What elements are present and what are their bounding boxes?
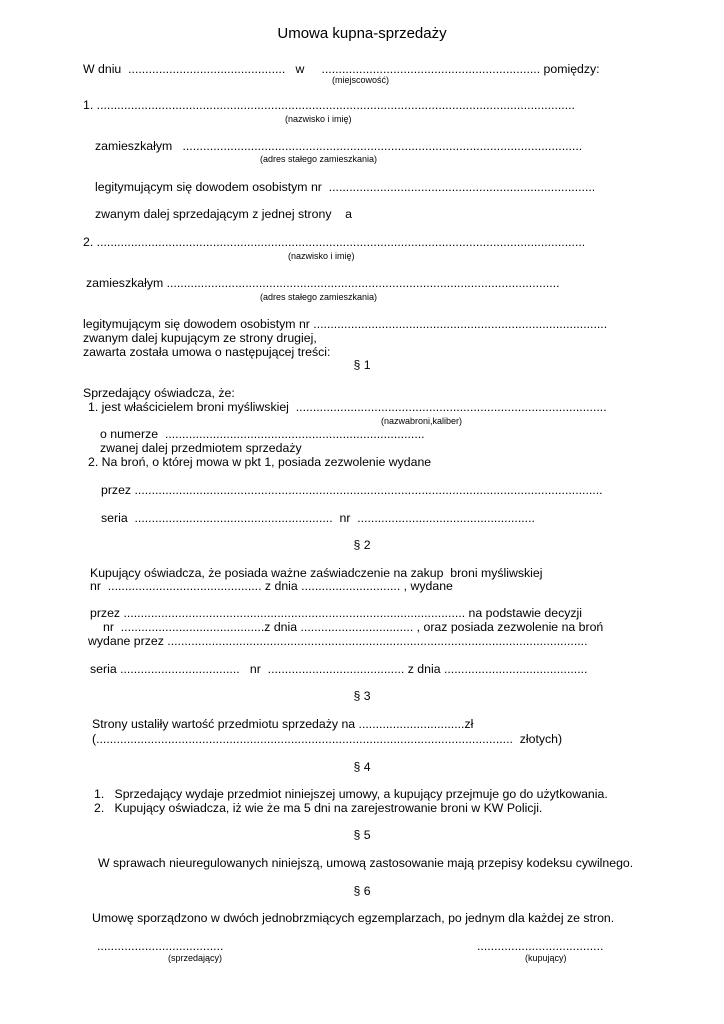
section-2-line-4: nr ..........................................z dnia ................................. , oraz posiada zezwolenie na broń [103,620,604,634]
section-6-heading: § 6 [353,884,371,898]
section-5-heading: § 5 [353,828,371,842]
buyer-address-hint: (adres stałego zamieszkania) [260,292,378,302]
section-1-item-1: 1. jest właścicielem broni myśliwskiej ........................................................................................... [88,400,607,414]
seller-address-hint: (adres stałego zamieszkania) [260,154,378,164]
weapon-number-line: o numerze ............................................................................ [100,427,425,441]
section-1-item-2: 2. Na broń, o której mowa w pkt 1, posiada zezwolenie wydane [88,455,432,469]
buyer-signature-line: ..................................... [477,939,604,953]
seller-address-line: zamieszkałym ..................................................................................................................... [95,139,583,153]
section-4-item-1: 1. Sprzedający wydaje przedmiot niniejszej umowy, a kupujący przejmuje go do użytkowania. [94,787,608,801]
section-2-line-1: Kupujący oświadcza, że posiada ważne zaświadczenie na zakup broni myśliwskiej [90,566,543,580]
seller-signature-line: ..................................... [97,939,224,953]
buyer-name-line: 2. ............................................................................................................................................... [83,235,586,249]
section-3-line-1: Strony ustaliły wartość przedmiotu sprzedaży na ...............................zł [92,717,474,731]
document-title: Umowa kupna-sprzedaży [277,25,447,42]
buyer-name-hint: (nazwisko i imię) [288,251,355,261]
seller-name-hint: (nazwisko i imię) [285,114,352,124]
section-6-text: Umowę sporządzono w dwóch jednobrzmiących egzemplarzach, po jednym dla każdej ze stron. [92,911,615,925]
place-hint: (miejscowość) [332,75,390,85]
section-3-line-2: (.......................................................................................................................... złotych) [92,732,563,746]
agreement-concluded-line: zawarta została umowa o następującej treści: [83,345,331,359]
section-2-line-5: wydane przez ........................................................................................................................... [88,634,588,648]
header-line: W dniu .............................................. w ................................................................ pomiędzy: [83,62,600,76]
buyer-signature-label: (kupujący) [525,953,567,963]
buyer-role-line: zwanym dalej kupującym ze strony drugiej, [83,331,317,345]
section-4-heading: § 4 [353,760,371,774]
permit-series-line: seria .......................................................... nr .................................................... [101,511,535,525]
seller-signature-label: (sprzedający) [168,953,223,963]
section-2-line-2: nr ............................................. z dnia ............................. , wydane [90,579,453,593]
section-2-line-3: przez .................................................................................................... na podstawie decyzji [90,606,583,620]
buyer-address-line: zamieszkałym ................................................................................................................... [86,276,560,290]
weapon-name-hint: (nazwabroni,kaliber) [381,416,463,426]
section-2-heading: § 2 [353,538,371,552]
sale-subject-line: zwanej dalej przedmiotem sprzedaży [100,441,302,455]
section-1-heading: § 1 [353,358,371,372]
section-5-text: W sprawach nieuregulowanych niniejszą, umową zastosowanie mają przepisy kodeksu cywilnego. [98,856,634,870]
buyer-id-line: legitymującym się dowodem osobistym nr ...................................................................................... [83,317,608,331]
section-4-item-2: 2. Kupujący oświadcza, iż wie że ma 5 dni na zarejestrowanie broni w KW Policji. [94,801,543,815]
permit-issued-by-line: przez ......................................................................................................................................... [101,483,603,497]
seller-id-line: legitymującym się dowodem osobistym nr .............................................................................. [95,180,596,194]
section-2-line-6: seria ................................... nr ........................................ z dnia .......................................... [90,662,588,676]
seller-name-line: 1. ............................................................................................................................................ [83,98,575,112]
seller-role-line: zwanym dalej sprzedającym z jednej strony a [95,207,352,221]
section-1-intro: Sprzedający oświadcza, że: [83,386,235,400]
section-3-heading: § 3 [353,689,371,703]
